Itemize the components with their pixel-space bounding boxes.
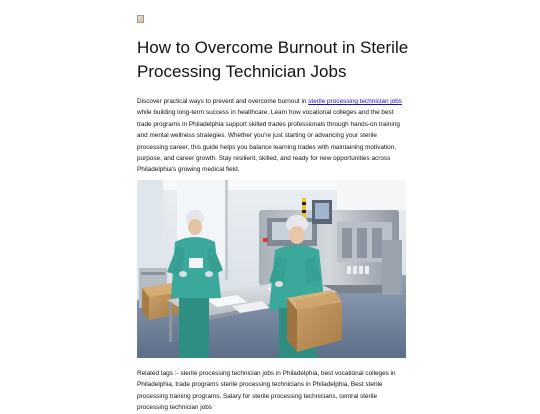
broken-image-icon [137, 15, 144, 23]
related-tags: Related tags :- sterile processing technician jobs in Philadelphia, best vocational colleges in Philadelphia, trade programs sterile processing technicians in Philadelphia, Best sterile processing training programs, Salary for sterile processing technicians, central sterile processing technician jobs [137, 370, 396, 412]
article-intro [137, 96, 409, 176]
article-photo [137, 180, 406, 358]
intro-text-after-link: while building long-term success in healthcare. Learn how vocational colleges and the best trade programs in Philadelphia support skilled trades professionals through hands-on training and mental wellness strategies. Whether you're just starting or advancing your sterile processing career, this guide helps you balance learning trades with maintaining motivation, purpose, and career growth. Stay resilient, skilled, and ready for new opportunities across Philadelphia's growing medical field. [137, 109, 400, 174]
article-title: How to Overcome Burnout in Sterile Processing Technician Jobs [137, 38, 409, 81]
intro-text-before-link: Discover practical ways to prevent and overcome burnout in [137, 98, 309, 105]
sterile-processing-link[interactable]: sterile processing technician jobs [308, 98, 402, 105]
